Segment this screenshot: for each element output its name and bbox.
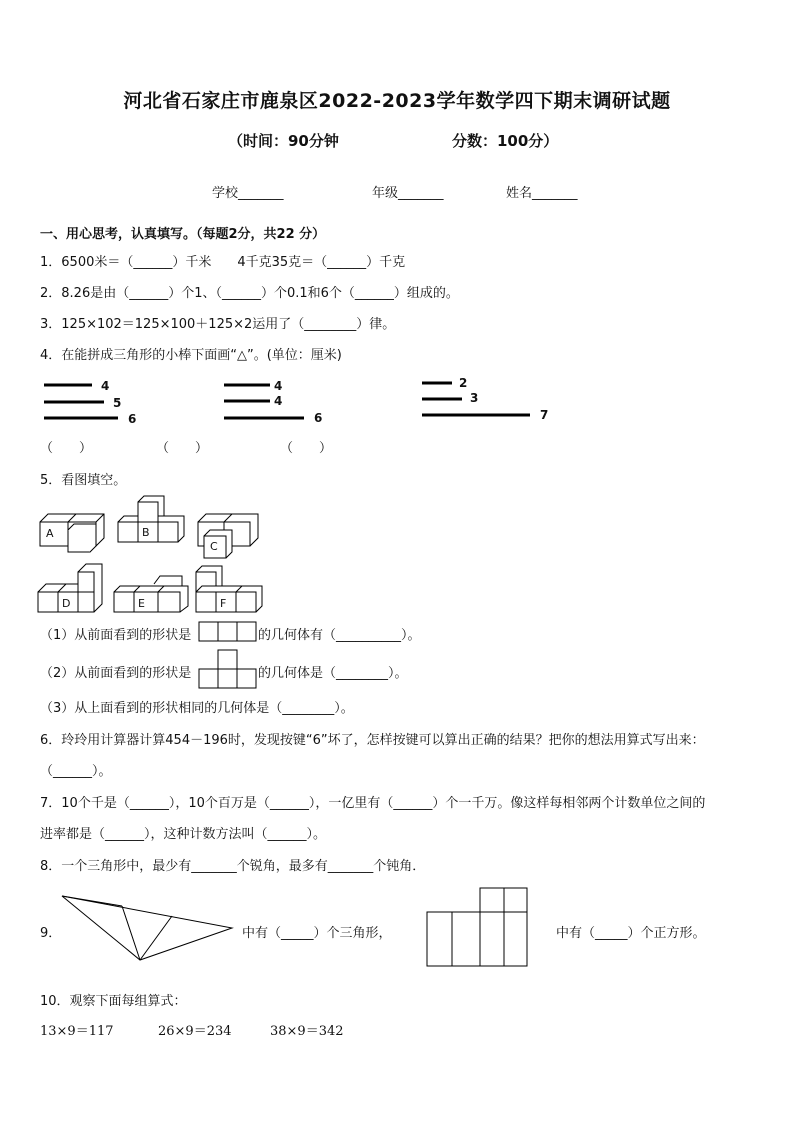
question-6: 6．玲玲用计算器计算454－196时，发现按键“6”坏了，怎样按键可以算出正确的结果？把你的想法用算式写出来： [40, 733, 705, 748]
section-heading: 一、用心思考，认真填写。（每题2分，共22 分） [40, 227, 326, 242]
question-7-cont: 进率都是（______），这种计数方法叫（______）。 [40, 827, 327, 842]
question-10: 10．观察下面每组算式： [40, 994, 187, 1009]
answer-blank: （ ） [40, 441, 93, 456]
stick-length: 4 [274, 379, 283, 393]
question-9-part-a: 中有（_____）个三角形， [242, 926, 392, 941]
question-2: 2．8.26是由（______）个1、（______）个0.1和6个（______）组成的。 [40, 286, 459, 301]
stick-length: 5 [113, 396, 122, 410]
equation: 26×9＝234 [158, 1024, 232, 1039]
question-7: 7．10个千是（______），10个百万是（______），一亿里有（______）个一千万。像这样每相邻两个计数单位之间的 [40, 796, 706, 811]
figure-label: B [142, 526, 150, 539]
figure-label: D [62, 597, 71, 610]
stick-length: 4 [274, 394, 283, 408]
stick-length: 4 [101, 379, 110, 393]
exam-score: 分数：100分） [452, 132, 559, 150]
grade-field: 年级_______ [372, 186, 444, 201]
equation: 38×9＝342 [270, 1024, 344, 1039]
page-title: 河北省石家庄市鹿泉区2022-2023学年数学四下期末调研试题 [123, 90, 671, 112]
question-5-1: （1）从前面看到的形状是 [40, 628, 192, 643]
question-3: 3．125×102＝125×100＋125×2运用了（________）律。 [40, 317, 396, 332]
question-4: 4．在能拼成三角形的小棒下面画“△”。(单位：厘米) [40, 348, 342, 363]
question-5-1-tail: 的几何体有（__________）。 [258, 628, 421, 643]
question-9-part-b: 中有（_____）个正方形。 [556, 926, 706, 941]
stick-length: 7 [540, 408, 549, 422]
figure-label: C [210, 540, 218, 553]
equation: 13×9＝117 [40, 1024, 114, 1039]
question-5-3: （3）从上面看到的形状相同的几何体是（________）。 [40, 701, 354, 716]
figure-label: E [138, 597, 145, 610]
stick-length: 6 [128, 412, 137, 426]
name-field: 姓名_______ [506, 186, 578, 201]
answer-blank: （ ） [156, 441, 209, 456]
question-6-answer: （______）。 [40, 764, 112, 779]
stick-length: 3 [470, 391, 479, 405]
question-5-2-tail: 的几何体是（________）。 [258, 666, 408, 681]
figure-label: A [46, 527, 54, 540]
question-5: 5．看图填空。 [40, 473, 127, 488]
stick-length: 6 [314, 411, 323, 425]
question-1: 1．6500米＝（______）千米 4千克35克＝（______）千克 [40, 255, 406, 270]
exam-time: （时间：90分钟 [228, 132, 339, 150]
figure-label: F [220, 597, 227, 610]
answer-blank: （ ） [280, 441, 333, 456]
question-5-2: （2）从前面看到的形状是 [40, 666, 192, 681]
stick-length: 2 [459, 376, 468, 390]
question-9-number: 9． [40, 926, 62, 941]
question-8: 8．一个三角形中，最少有_______个锐角，最多有_______个钝角． [40, 859, 426, 874]
school-field: 学校_______ [212, 186, 284, 201]
